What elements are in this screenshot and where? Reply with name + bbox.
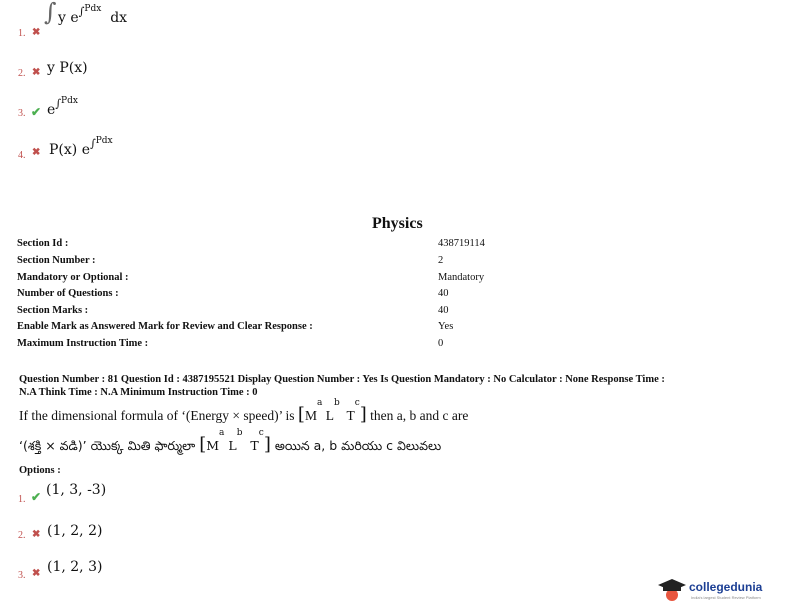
section-marks-label: Section Marks : <box>17 305 89 316</box>
instruction-time-label: Maximum Instruction Time : <box>17 338 149 349</box>
graduate-cap-icon <box>657 577 687 603</box>
option-number: 1. <box>18 494 26 505</box>
mark-review-label: Enable Mark as Answered Mark for Review and Clear Response : <box>17 321 313 332</box>
instruction-time-value: 0 <box>438 338 444 349</box>
section-title: Physics <box>372 215 423 232</box>
dimensional-formula: [$M^a$ $L^b$ $T^c$] <box>297 398 367 425</box>
wrong-cross-icon: ✖ <box>32 27 41 38</box>
wrong-cross-icon: ✖ <box>32 67 41 78</box>
mandatory-value: Mandatory <box>438 272 485 283</box>
option-text: (1, 2, 2) <box>47 523 103 539</box>
question-header-line2: N.A Think Time : N.A Minimum Instruction Time : 0 <box>19 387 258 398</box>
option-text: (1, 3, -3) <box>46 482 107 498</box>
option-number: 2. <box>18 68 26 79</box>
wrong-cross-icon: ✖ <box>32 568 41 579</box>
option-formula: P(x) $e^{\int Pdx}$ <box>49 136 113 158</box>
collegedunia-logo <box>657 576 789 606</box>
option-number: 2. <box>18 530 26 541</box>
option-formula: $e^{\int Pdx}$ <box>47 96 78 118</box>
section-marks-value: 40 <box>438 305 449 316</box>
question-text-english: If the dimensional formula of ‘(Energy × speed)’ is [$M^a$ $L^b$ $T^c$] then a, b and c are <box>19 398 469 425</box>
section-id-label: Section Id : <box>17 238 69 249</box>
correct-check-icon: ✔ <box>31 490 42 504</box>
question-text-telugu: ‘(శక్తి × వడి)’ యొక్క మితి ఫార్ములా [$M^a$ $L^b$ $T^c$] అయిన a, b మరియు c విలువలు <box>19 428 442 455</box>
option-number: 3. <box>18 108 26 119</box>
option-number: 1. <box>18 28 26 39</box>
wrong-cross-icon: ✖ <box>32 529 41 540</box>
integral-icon: ∫ <box>44 0 57 26</box>
option-formula: y $e^{\int Pdx}$ dx <box>58 4 128 26</box>
option-number: 4. <box>18 150 26 161</box>
wrong-cross-icon: ✖ <box>32 147 41 158</box>
section-id-value: 438719114 <box>438 238 485 249</box>
option-number: 3. <box>18 570 26 581</box>
correct-check-icon: ✔ <box>31 105 42 119</box>
mandatory-label: Mandatory or Optional : <box>17 272 129 283</box>
logo-name: collegedunia <box>689 580 763 594</box>
option-text: (1, 2, 3) <box>47 559 103 575</box>
dimensional-formula: [$M^a$ $L^b$ $T^c$] <box>199 428 271 455</box>
question-header-line1: Question Number : 81 Question Id : 4387195521 Display Question Number : Yes Is Question Mandatory : No Calculator : None Response Time : <box>19 374 665 385</box>
mark-review-value: Yes <box>438 321 454 332</box>
section-number-value: 2 <box>438 255 444 266</box>
option-text: y P(x) <box>47 60 88 76</box>
section-number-label: Section Number : <box>17 255 96 266</box>
logo-tagline: India's largest Student Review Platform <box>691 595 761 600</box>
question-header <box>19 373 779 399</box>
options-label: Options : <box>19 465 61 476</box>
question-count-value: 40 <box>438 288 449 299</box>
question-count-label: Number of Questions : <box>17 288 119 299</box>
